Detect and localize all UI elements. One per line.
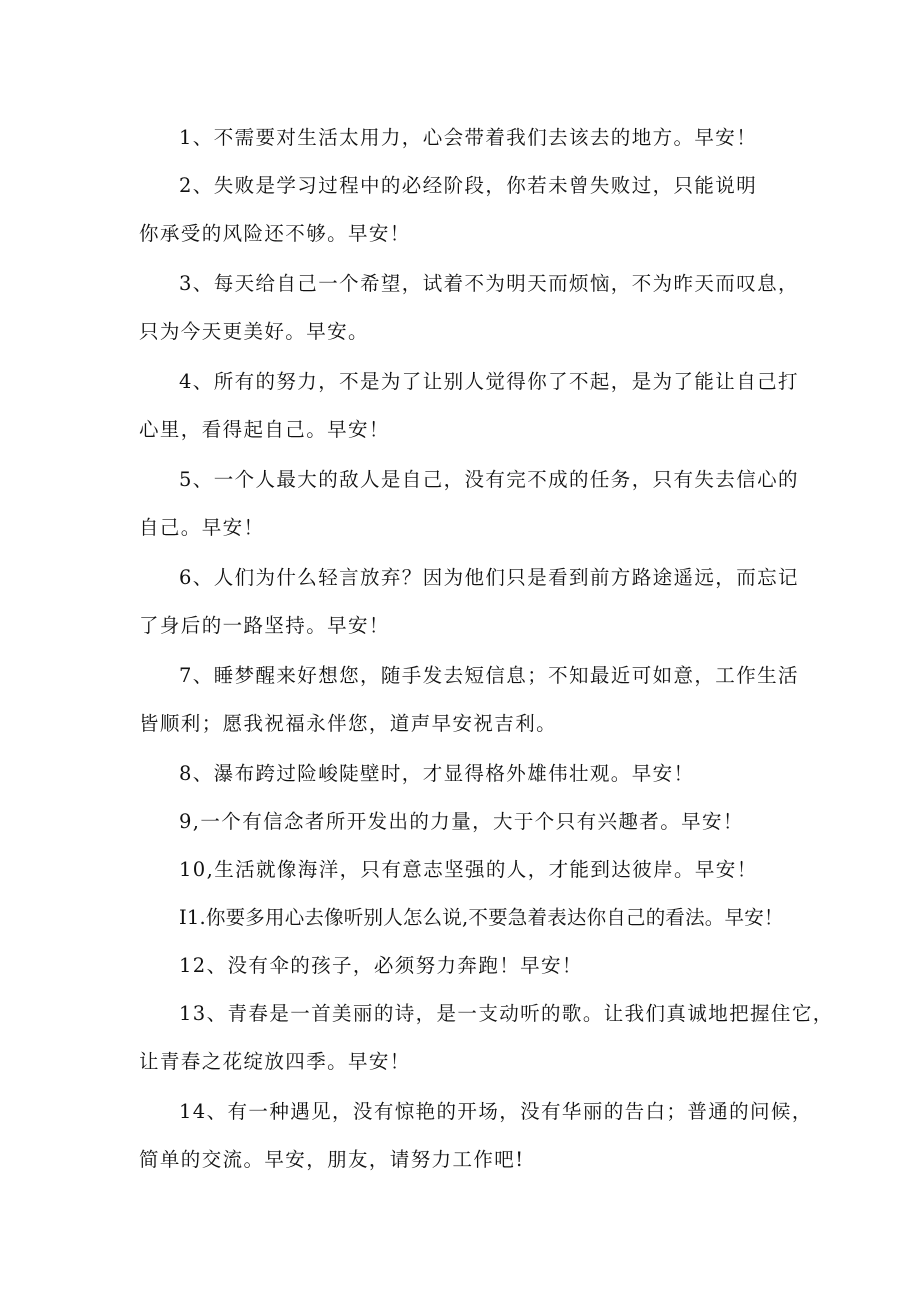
paragraph-8 <box>139 750 789 798</box>
paragraph-6 <box>139 554 799 650</box>
paragraph-line: 7、睡梦醒来好想您，随手发去短信息；不知最近可如意，工作生活 <box>179 664 799 687</box>
paragraph-4 <box>139 358 799 454</box>
paragraph-12 <box>139 942 789 990</box>
paragraph-line: 1、不需要对生活太用力，心会带着我们去该去的地方。早安！ <box>179 126 758 149</box>
paragraph-line: 让青春之花绽放四季。早安！ <box>139 1050 411 1073</box>
paragraph-line: I1.你要多用心去像听别人怎么说,不要急着表达你自己的看法。早安！ <box>179 906 784 929</box>
paragraph-line: 自己。早安！ <box>139 516 265 539</box>
paragraph-line: 心里，看得起自己。早安！ <box>139 418 390 441</box>
paragraph-line: 14、有一种遇见，没有惊艳的开场，没有华丽的告白；普通的问候， <box>179 1100 813 1123</box>
paragraph-line: 8、瀑布跨过险峻陡壁时，才显得格外雄伟壮观。早安！ <box>179 762 695 785</box>
paragraph-line: 了身后的一路坚持。早安！ <box>139 614 390 637</box>
paragraph-line: 12、没有伞的孩子，必须努力奔跑！早安！ <box>179 954 583 977</box>
paragraph-1 <box>139 114 789 162</box>
paragraph-line: 9,一个有信念者所开发出的力量，大于个只有兴趣者。早安！ <box>179 810 744 833</box>
paragraph-13 <box>139 990 834 1086</box>
paragraph-11 <box>139 894 789 942</box>
paragraph-14 <box>139 1088 813 1184</box>
paragraph-7 <box>139 652 799 748</box>
paragraph-line: 10,生活就像海洋，只有意志坚强的人，才能到达彼岸。早安！ <box>179 858 758 881</box>
paragraph-10 <box>139 846 789 894</box>
paragraph-line: 5、一个人最大的敌人是自己，没有完不成的任务，只有失去信心的 <box>179 468 799 491</box>
paragraph-line: 4、所有的努力，不是为了让别人觉得你了不起，是为了能让自己打 <box>179 370 799 393</box>
paragraph-line: 2、失败是学习过程中的必经阶段，你若未曾失败过，只能说明 <box>179 174 758 197</box>
paragraph-2 <box>139 162 789 258</box>
paragraph-line: 你承受的风险还不够。早安！ <box>139 222 411 245</box>
paragraph-line: 简单的交流。早安，朋友，请努力工作吧! <box>139 1148 525 1171</box>
paragraph-5 <box>139 456 799 552</box>
paragraph-line: 皆顺利；愿我祝福永伴您，道声早安祝吉利。 <box>139 712 558 735</box>
paragraph-line: 3、每天给自己一个希望，试着不为明天而烦恼，不为昨天而叹息， <box>179 272 799 295</box>
paragraph-line: 13、青春是一首美丽的诗，是一支动听的歌。让我们真诚地把握住它， <box>179 1002 834 1025</box>
paragraph-9 <box>139 798 789 846</box>
paragraph-3 <box>139 260 799 356</box>
paragraph-line: 6、人们为什么轻言放弃？因为他们只是看到前方路途遥远，而忘记 <box>179 566 799 589</box>
paragraph-line: 只为今天更美好。早安。 <box>139 320 369 343</box>
